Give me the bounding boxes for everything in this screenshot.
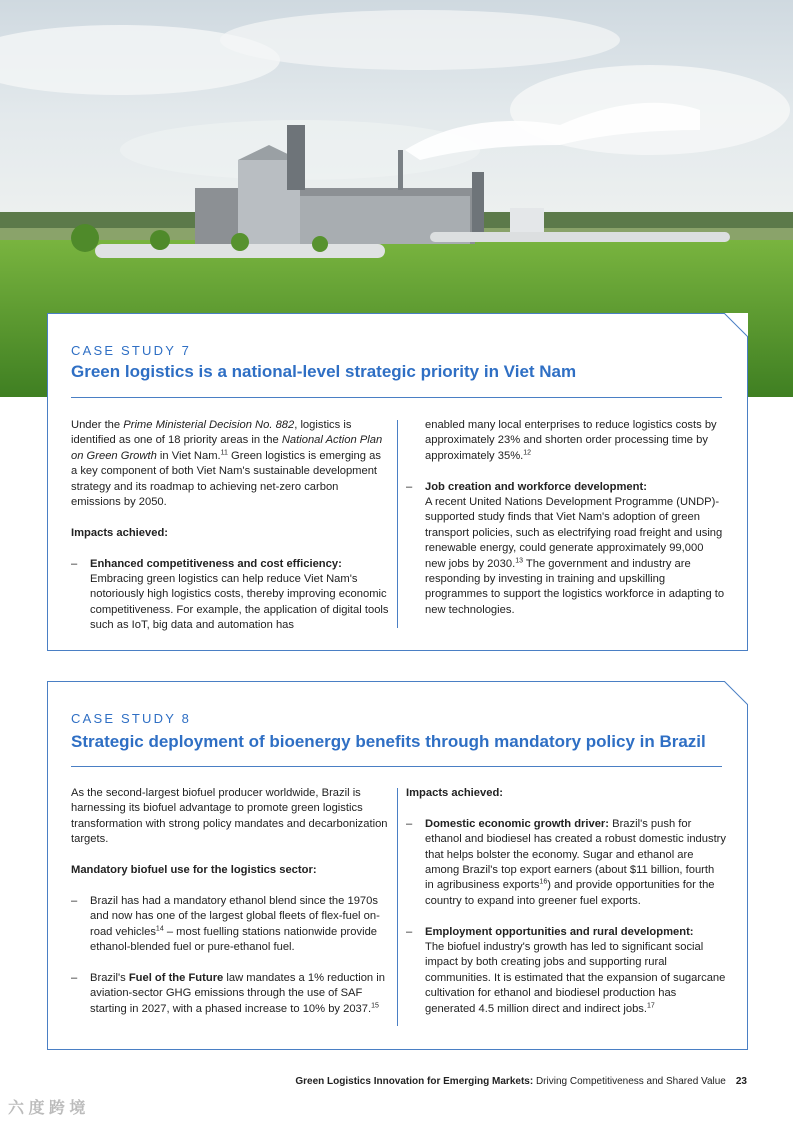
mandatory-heading: Mandatory biofuel use for the logistics sector: [71, 864, 317, 877]
folded-corner-icon [724, 681, 748, 705]
list-item: – Brazil's Fuel of the Future law mandates a 1% reduction in aviation-sector GHG emissions through the use of SAF starting in 2027, with a phased increase to 10% by 2037.15 [71, 971, 385, 1015]
footer-title-rest: Driving Competitiveness and Shared Value [533, 1076, 726, 1087]
dash-marker: – [71, 557, 78, 570]
left-column [71, 418, 389, 649]
case-study-title: Green logistics is a national-level strategic priority in Viet Nam [71, 362, 577, 381]
list-item: – Employment opportunities and rural development: The biofuel industry's growth has led to significant social impact by both creating jobs and supporting rural communities. It is estimated that the expansion of sugarcane cultivation for ethanol and biodiesel production has generated 4.5 million direct and indirect jobs.$^{17}$ [406, 925, 726, 1015]
footer-title-bold: Green Logistics Innovation for Emerging Markets: [295, 1076, 534, 1087]
case-study-7-card [47, 313, 748, 651]
impacts-heading: Impacts achieved: [406, 787, 504, 799]
column-divider [397, 420, 398, 628]
title-divider [71, 766, 722, 767]
case-study-label: CASE STUDY 8 [71, 711, 192, 726]
column-divider [397, 788, 398, 1026]
title-divider [71, 397, 722, 398]
list-item: – Job creation and workforce development: A recent United Nations Development Programme (UNDP)-supported study finds that Viet Nam's adoption of green transport policies, such as electrifying road freight and using renewable energy, could generate approximately 99,000 new jobs by 2030.13 The government and industry are responding by investing in training and upskilling programmes to support the logistics workforce in adapting to new technologies. [406, 480, 725, 616]
dash-marker: – [406, 925, 413, 938]
impacts-heading: Impacts achieved: [71, 526, 169, 539]
intro-paragraph: As the second-largest biofuel producer worldwide, Brazil is harnessing its biofuel advantage to promote green logistics transformation with strong policy mandates and decarbonization targets. [71, 787, 388, 846]
list-item: – Brazil has had a mandatory ethanol blend since the 1970s and now has one of the largest global fleets of flex-fuel on-road vehicles$^{14}$ – most fuelling stations nationwide provide ethanol-blended fuel or pure-ethanol fuel. [71, 894, 380, 954]
continued-paragraph: enabled many local enterprises to reduce logistics costs by approximately 23% and shorten order processing time by approximately 35%.$^{12}$ [425, 419, 717, 462]
dash-marker: – [71, 894, 78, 907]
watermark-logo: 六 度 跨 境 [8, 1100, 86, 1117]
page-number: 23 [735, 1076, 747, 1087]
case-study-label: CASE STUDY 7 [71, 343, 192, 358]
case-study-title: Strategic deployment of bioenergy benefits through mandatory policy in Brazil [71, 732, 706, 751]
dash-marker: – [71, 971, 78, 984]
folded-corner-icon [724, 313, 748, 337]
list-item: – Domestic economic growth driver: Brazil's push for ethanol and biodiesel has created a robust domestic industry that helps bolster the economy. Sugar and ethanol are among Brazil's top export earners (about $11 billion, fourth in agribusiness exports$^{16}$) and provide opportunities for the country to expand into greener fuel exports. [406, 817, 727, 907]
right-column [406, 786, 726, 1032]
page-footer [295, 1076, 747, 1087]
left-column [71, 786, 389, 1032]
list-item: – Enhanced competitiveness and cost efficiency: Embracing green logistics can help reduce Viet Nam's notoriously high logistics costs, thereby improving economic competitiveness. For example, the application of digital tools such as IoT, big data and automation has [71, 557, 389, 632]
dash-marker: – [406, 817, 413, 830]
right-column [406, 418, 726, 634]
dash-marker: – [406, 480, 413, 493]
case-study-8-card [47, 681, 748, 1050]
intro-paragraph: Under the Prime Ministerial Decision No. 882, logistics is identified as one of 18 priority areas in the National Action Plan on Green Growth in Viet Nam.$^{11}$ Green logistics is emerging as a key component of both Viet Nam's sustainable development strategy and its roadmap to achieving net-zero carbon emissions by 2050. [71, 419, 383, 509]
